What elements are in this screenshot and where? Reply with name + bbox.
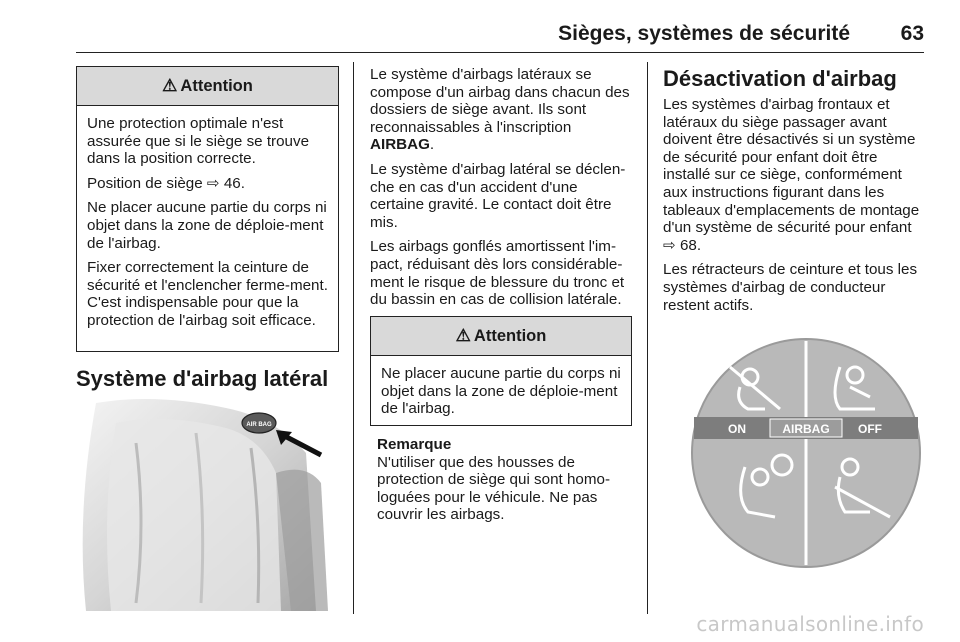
attention-header	[77, 67, 338, 106]
watermark: carmanualsonline.info	[696, 612, 924, 636]
attention-paragraph: Ne placer aucune partie du corps ni objet dans la zone de déploie-ment de l'airbag.	[381, 365, 621, 418]
paragraph-end: .	[429, 136, 435, 154]
attention-paragraph: Fixer correctement la ceinture de sécurité et l'enclencher ferme-ment. C'est indispensable pour que la protection de l'airbag soit efficace.	[87, 259, 328, 329]
paragraph: Le système d'airbag latéral se déclen-che en cas d'un accident d'une certaine gravité. Le contact doit être mis.	[370, 160, 626, 231]
column-divider-right	[647, 62, 648, 614]
attention-box-left	[76, 66, 339, 352]
section-title: Désactivation d'airbag	[663, 66, 897, 91]
paragraph: Les systèmes d'airbag frontaux et latéraux du siège passager avant doivent être désactivés si un système de sécurité pour enfant doit être installé sur ce siège, conformément aux instructions figurant dans les tableaux d'emplacements de montage d'un système de sécurité pour enfant ⇨ 68.	[663, 96, 920, 254]
airbag-label: AIRBAG	[370, 136, 430, 154]
disc-airbag-label: AIRBAG	[782, 422, 830, 436]
page-header	[0, 0, 960, 54]
warning-icon: ⚠	[162, 76, 178, 95]
remark-title: Remarque	[377, 436, 452, 453]
paragraph: Les rétracteurs de ceinture et tous les systèmes d'airbag de conducteur restent actifs.	[663, 261, 918, 314]
paragraph-text: Le système d'airbags latéraux se compose d'un airbag dans chacun des dossiers de siège avant. Ils sont reconnaissables à l'inscription	[370, 66, 630, 136]
attention-paragraph: Position de siège ⇨ 46.	[87, 174, 245, 192]
attention-box-middle	[370, 316, 632, 426]
disc-off-label: OFF	[858, 422, 882, 436]
right-text	[663, 66, 927, 321]
section-title: Système d'airbag latéral	[76, 366, 329, 391]
remark-text: N'utiliser que des housses de protection de siège qui sont homo-loguées pour le véhicule. Ne pas couvrir les airbags.	[377, 453, 611, 524]
paragraph	[370, 66, 635, 154]
page-number: 63	[900, 22, 924, 45]
attention-title: Attention	[473, 326, 547, 345]
disc-on-label: ON	[728, 422, 746, 436]
header-title: Sièges, systèmes de sécurité	[558, 22, 850, 45]
middle-text	[370, 66, 635, 316]
attention-body	[371, 356, 631, 418]
remark-block	[377, 436, 632, 524]
section-heading-left	[76, 366, 346, 392]
attention-title: Attention	[180, 76, 253, 95]
paragraph: Les airbags gonflés amortissent l'im-pact, réduisant dès lors considérable-ment le risque de blessure du tronc et du bassin en cas de collision latérale.	[370, 238, 625, 309]
warning-icon: ⚠	[455, 326, 471, 345]
attention-header	[371, 317, 631, 356]
attention-body	[77, 106, 338, 330]
seat-airbag-illustration	[76, 393, 338, 611]
badge-text: AIR BAG	[246, 422, 272, 428]
airbag-deactivation-disc	[690, 337, 922, 569]
attention-paragraph: Une protection optimale n'est assurée que si le siège se trouve dans la position correcte.	[87, 115, 310, 168]
column-divider-left	[353, 62, 354, 614]
attention-paragraph: Ne placer aucune partie du corps ni objet dans la zone de déploie-ment de l'airbag.	[87, 199, 327, 252]
header-rule	[76, 52, 924, 53]
